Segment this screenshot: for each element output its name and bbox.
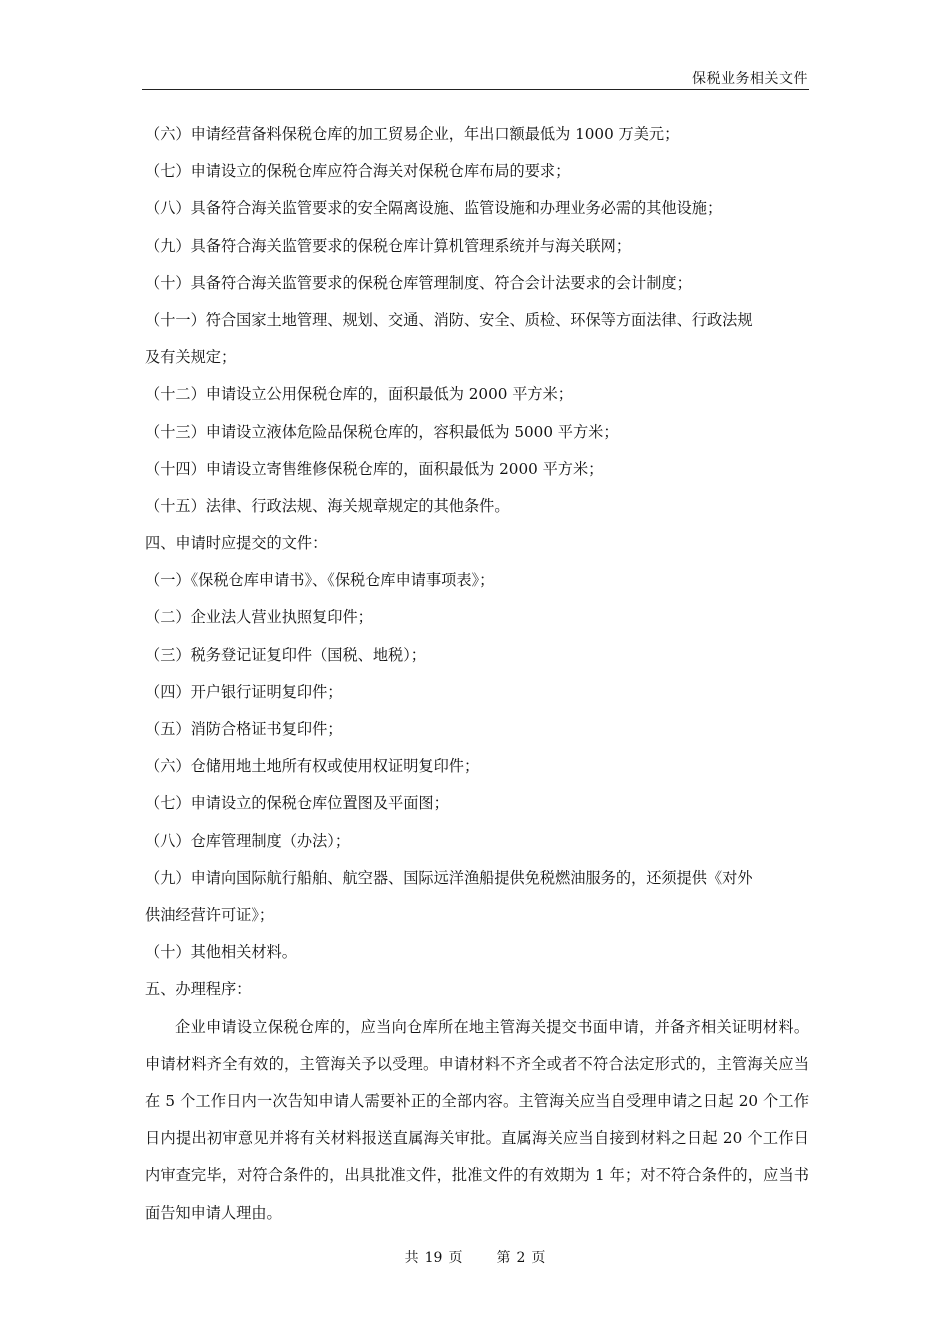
text-line: （十）其他相关材料。 <box>145 943 297 962</box>
text-line: 供油经营许可证》； <box>145 905 275 924</box>
header-rule <box>142 89 809 90</box>
footer-current-prefix: 第 <box>496 1250 511 1266</box>
page-footer <box>0 1249 950 1267</box>
footer-current-suffix: 页 <box>531 1250 546 1266</box>
text-line: （七）申请设立的保税仓库应符合海关对保税仓库布局的要求； <box>145 162 571 181</box>
procedure-paragraph: 企业申请设立保税仓库的，应当向仓库所在地主管海关提交书面申请，并备齐相关证明材料。申请材料齐全有效的，主管海关予以受理。申请材料不齐全或者不符合法定形式的，主管海关应当在 5 个工作日内一次告知申请人需要补正的全部内容。主管海关应当自受理申请之日起 20 个工作日内提出初审意见并将有关材料报送直属海关审批。直属海关应当自接到材料之日起 20 个工作日内审查完毕，对符合条件的，出具批准文件，批准文件的有效期为 1 年；对不符合条件的，应当书面告知申请人理由。 <box>145 1017 809 1222</box>
footer-total-suffix: 页 <box>448 1250 463 1266</box>
text-line: （十四）申请设立寄售维修保税仓库的，面积最低为 2000 平方米； <box>145 459 604 478</box>
text-line: （五）消防合格证书复印件； <box>145 720 343 738</box>
running-header: 保税业务相关文件 <box>692 71 808 87</box>
text-line: （八）仓库管理制度（办法）； <box>145 831 351 850</box>
section-heading: 四、申请时应提交的文件： <box>145 534 328 553</box>
text-line: （十）具备符合海关监管要求的保税仓库管理制度、符合会计法要求的会计制度； <box>145 273 692 292</box>
text-line: （八）具备符合海关监管要求的安全隔离设施、监管设施和办理业务必需的其他设施； <box>145 199 723 218</box>
section-heading: 五、办理程序： <box>145 980 252 999</box>
text-line: （三）税务登记证复印件（国税、地税）； <box>145 645 426 664</box>
text-line: （四）开户银行证明复印件； <box>145 682 343 701</box>
text-line: 及有关规定； <box>145 348 237 367</box>
current-page: 2 <box>516 1250 526 1266</box>
text-line: （六）仓储用地土地所有权或使用权证明复印件； <box>145 757 480 776</box>
text-line: （十二）申请设立公用保税仓库的，面积最低为 2000 平方米； <box>145 385 573 404</box>
document-body <box>145 116 809 1232</box>
total-pages: 19 <box>424 1250 443 1266</box>
text-line: （六）申请经营备料保税仓库的加工贸易企业，年出口额最低为 1000 万美元； <box>145 125 680 143</box>
text-line: （七）申请设立的保税仓库位置图及平面图； <box>145 794 449 813</box>
text-line: （九）申请向国际航行船舶、航空器、国际远洋渔船提供免税燃油服务的，还须提供《对外 <box>145 868 753 887</box>
text-line: （二）企业法人营业执照复印件； <box>145 608 373 627</box>
text-line: （十三）申请设立液体危险品保税仓库的，容积最低为 5000 平方米； <box>145 422 619 441</box>
footer-total-prefix: 共 <box>404 1250 419 1266</box>
text-line: （九）具备符合海关监管要求的保税仓库计算机管理系统并与海关联网； <box>145 236 631 255</box>
text-line: （十五）法律、行政法规、海关规章规定的其他条件。 <box>145 496 510 515</box>
text-line: （一）《保税仓库申请书》、《保税仓库申请事项表》； <box>145 571 495 590</box>
text-line: （十一）符合国家土地管理、规划、交通、消防、安全、质检、环保等方面法律、行政法规 <box>145 310 753 329</box>
